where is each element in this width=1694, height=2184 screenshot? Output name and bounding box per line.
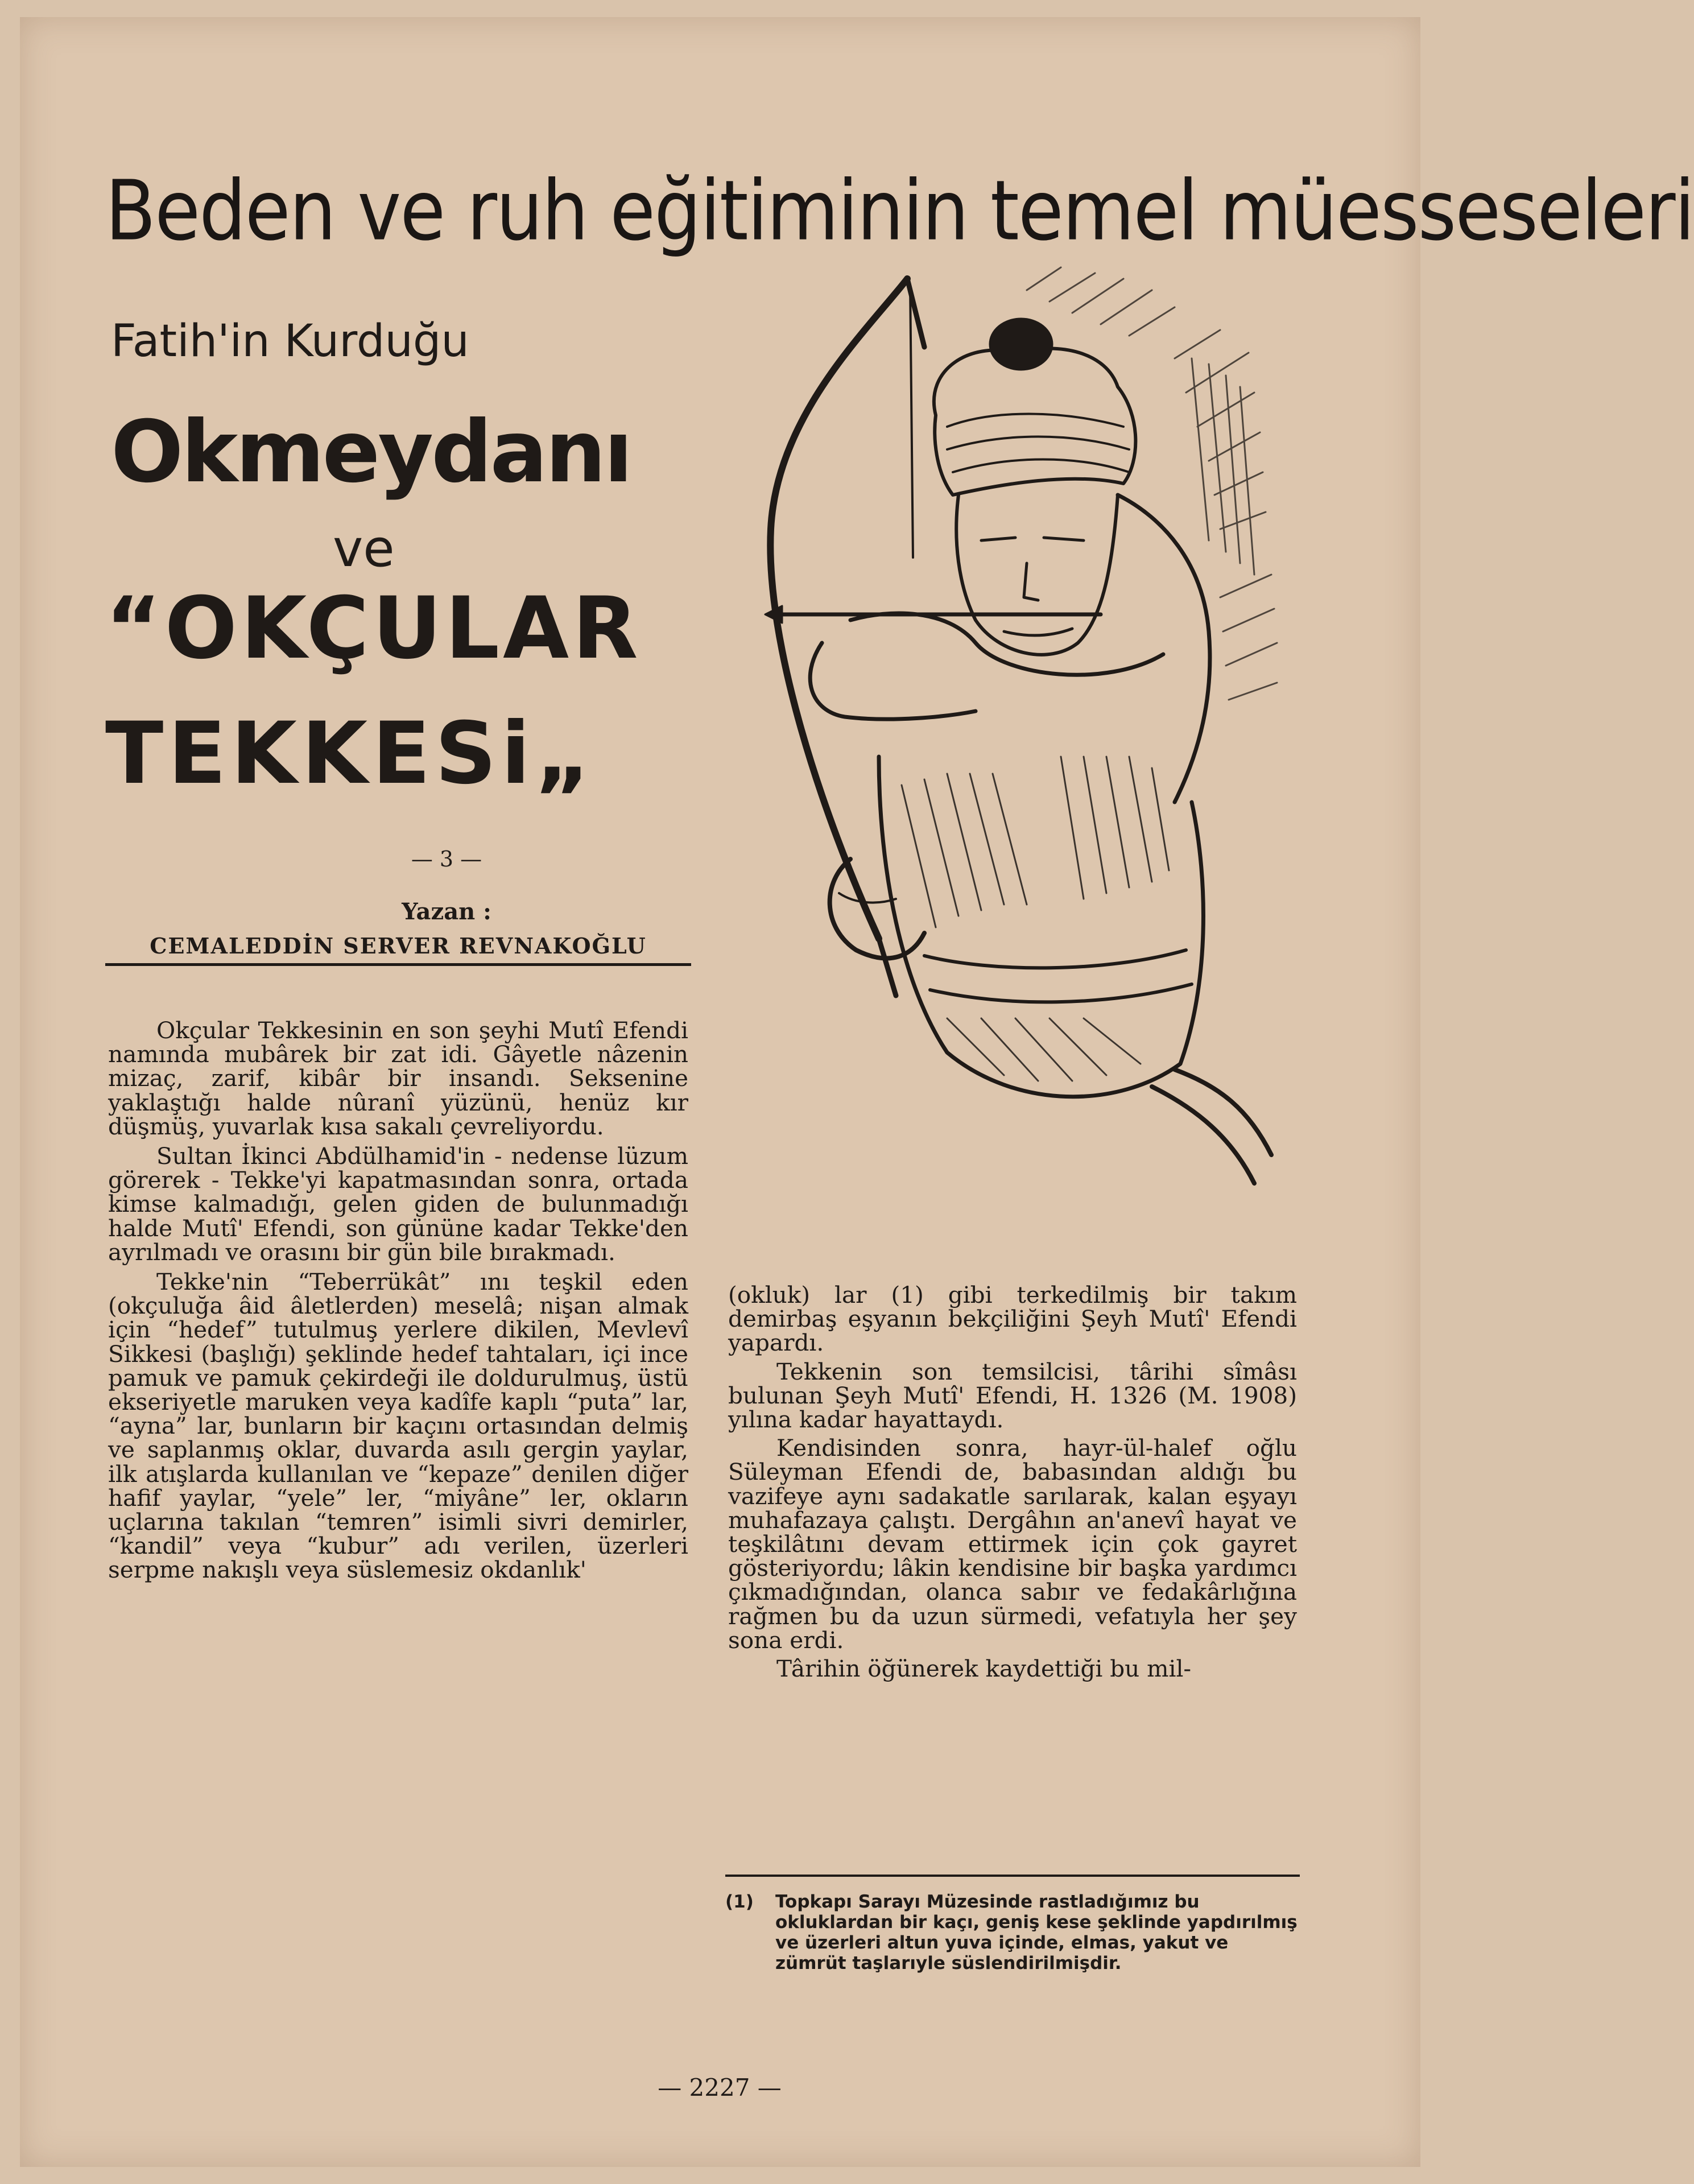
footnote-mark: (1) (725, 1892, 754, 1912)
footnote (725, 1892, 1300, 1974)
magazine-page (20, 17, 1694, 2167)
paragraph: Kendisinden sonra, hayr-ül-halef oğlu Süleyman Efendi de, babasından aldığı bu vazifeye aynı sadakatle sarılarak, kalan eşyayı muhafazaya çalıştı. Dergâhın an'anevî hayat ve teşkilâtını devam ettirmek için çok gayret gösteriyordu; lâkin kendisine bir başka yardımcı çıkmadığından, olanca sabır ve fedakârlığına rağmen bu da uzun sürmedi, vefatıyla her şey sona erdi. (728, 1434, 1297, 1654)
article-title-line-1: Okmeydanı (111, 403, 631, 502)
paragraph: Târihin öğünerek kaydettiği bu mil- (776, 1655, 1192, 1683)
right-text-column (728, 1283, 1297, 1685)
archer-drawing-bow-icon (708, 245, 1300, 1257)
left-text-column (108, 1018, 688, 1588)
article-part-number: — 3 — (411, 847, 482, 872)
paragraph: (okluk) lar (1) gibi terkedilmiş bir takım demirbaş eşyanın bekçiliğini Şeyh Mutî' Efendi yapardı. (728, 1281, 1297, 1357)
paragraph: Sultan İkinci Abdülhamid'in - nedense lüzum görerek - Tekke'yi kapatmasından sonra, ortada kimse kalmadığı, gelen giden de bulunmadığı halde Mutî' Efendi, son gününe kadar Tekke'den ayrılmadı ve orasını bir gün bile bırakmadı. (108, 1142, 688, 1266)
article-title-line-2: “OKÇULAR (105, 579, 642, 678)
article-title-connector: ve (333, 519, 395, 579)
footnote-text: Topkapı Sarayı Müzesinde rastladığımız bu okluklardan bir kaçı, geniş kese şeklinde yapdırılmış ve üzerleri altun yuva içinde, elmas, yakut ve zümrüt taşlarıyle süslendirilmişdir. (775, 1892, 1298, 1974)
paragraph: Tekke'nin “Teberrükât” ını teşkil eden (okçuluğa âid âletlerden) meselâ; nişan almak için “hedef” tutulmuş yerlere dikilen, Mevlevî Sikkesi (başlığı) şeklinde hedef tahtaları, içi ince pamuk ve pamuk çekirdeği ile doldurulmuş, üstü ekseriyetle maruken veya kadîfe kaplı “puta” lar, “ayna” lar, bunların bir kaçını ortasından delmiş ve saplanmış oklar, duvarda asılı gergin yaylar, ilk atışlarda kullanılan ve “kepaze” denilen diğer hafif yaylar, “yele” ler, “miyâne” ler, okların uçlarına takılan “temren” isimli sivri demirler, “kandil” veya “kubur” adı verilen, üzerleri serpme nakışlı veya süslemesiz okdanlık' (108, 1268, 688, 1584)
series-headline: Beden ve ruh eğitiminin temel müesseseleri (105, 162, 1694, 259)
article-title-line-3: TEKKESi„ (105, 704, 596, 803)
byline-label: Yazan : (402, 898, 491, 925)
author-name: CEMALEDDİN SERVER REVNAKOĞLU (105, 930, 691, 966)
article-kicker: Fatih'in Kurduğu (111, 316, 469, 367)
paragraph: Tekkenin son temsilcisi, târihi sîmâsı bulunan Şeyh Mutî' Efendi, H. 1326 (M. 1908) yılına kadar hayattaydı. (728, 1357, 1297, 1434)
footnote-divider (725, 1875, 1300, 1877)
paragraph: Okçular Tekkesinin en son şeyhi Mutî Efendi namında mubârek bir zat idi. Gâyetle nâzenin mizaç, zarif, kibâr bir insandı. Seksenine yaklaştığı halde nûranî yüzünü, henüz kır düşmüş, yuvarlak kısa sakalı çevreliyordu. (108, 1017, 688, 1140)
page-number: — 2227 — (658, 2074, 782, 2102)
